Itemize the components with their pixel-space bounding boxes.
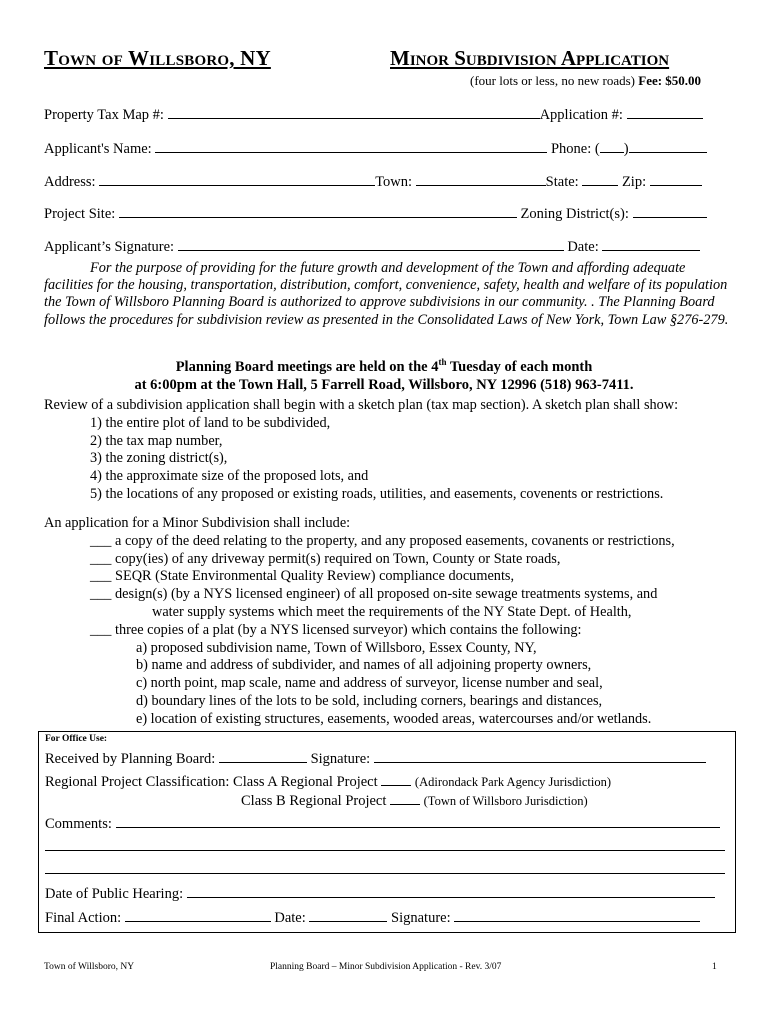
applicant-name-field[interactable] <box>155 138 547 153</box>
comments-line-2[interactable] <box>45 850 725 851</box>
applicant-name-label: Applicant's Name: <box>44 141 152 157</box>
checklist-item[interactable]: ___ three copies of a plat (by a NYS licensed surveyor) which contains the following: <box>90 621 582 638</box>
comments-row <box>45 813 720 833</box>
meeting-line-1-a: Planning Board meetings are held on the 4 <box>175 358 439 375</box>
checklist-item[interactable]: ___ SEQR (State Environmental Quality Review) compliance documents, <box>90 568 515 585</box>
project-site-row <box>44 203 707 223</box>
zoning-label: Zoning District(s): <box>520 206 629 222</box>
hearing-row <box>45 883 715 903</box>
plat-item: e) location of existing structures, easements, wooded areas, watercourses and/or wetlands. <box>136 710 652 727</box>
meeting-line-1-sup: th <box>438 357 447 367</box>
state-field[interactable] <box>582 171 618 186</box>
fee-text: Fee: $50.00 <box>638 73 702 88</box>
comments-field[interactable] <box>116 813 720 828</box>
checklist-item-continued: water supply systems which meet the requirements of the NY State Dept. of Health, <box>152 603 632 620</box>
meeting-line-1 <box>44 353 724 376</box>
sketch-item: 1) the entire plot of land to be subdivided, <box>90 414 331 431</box>
received-row <box>45 748 706 768</box>
final-date-label: Date: <box>274 910 306 926</box>
checklist-item[interactable]: ___ a copy of the deed relating to the property, and any proposed easements, covanents or restrictions, <box>90 532 675 549</box>
town-label: Town: <box>375 174 413 190</box>
date-field[interactable] <box>602 236 700 251</box>
project-site-field[interactable] <box>119 203 517 218</box>
received-signature-label: Signature: <box>310 751 371 767</box>
intro-paragraph <box>44 260 734 329</box>
plat-item: c) north point, map scale, name and address of surveyor, license number and seal, <box>136 675 603 692</box>
tax-map-label: Property Tax Map #: <box>44 107 164 123</box>
footer-center: Planning Board – Minor Subdivision Application - Rev. 3/07 <box>270 962 502 972</box>
phone-label: Phone: ( <box>550 141 600 157</box>
application-section <box>44 515 675 729</box>
class-a-row <box>45 771 611 791</box>
class-b-label: Class B Regional Project <box>241 793 387 809</box>
application-field[interactable] <box>627 104 703 119</box>
project-site-label: Project Site: <box>44 206 116 222</box>
office-use-box <box>38 731 736 933</box>
checklist-item[interactable]: ___ design(s) (by a NYS licensed engineer) of all proposed on-site sewage treatments systems, and <box>90 586 658 603</box>
address-field[interactable] <box>99 171 375 186</box>
form-title: Minor Subdivision Application <box>390 46 670 70</box>
regional-label: Regional Project Classification: Class A Regional Project <box>45 774 378 790</box>
sketch-intro: Review of a subdivision application shall begin with a sketch plan (tax map section). A sketch plan shall show: <box>44 397 679 413</box>
received-label: Received by Planning Board: <box>45 751 216 767</box>
comments-line-3[interactable] <box>45 873 725 874</box>
footer-left: Town of Willsboro, NY <box>44 962 135 972</box>
plat-item: a) proposed subdivision name, Town of Willsboro, Essex County, NY, <box>136 639 537 656</box>
office-use-label: For Office Use: <box>45 734 108 744</box>
sketch-item: 2) the tax map number, <box>90 432 223 449</box>
final-action-row <box>45 907 700 927</box>
plat-item: b) name and address of subdivider, and names of all adjoining property owners, <box>136 657 592 674</box>
page-number: 1 <box>712 962 717 972</box>
application-intro: An application for a Minor Subdivision shall include: <box>44 515 351 531</box>
address-label: Address: <box>44 174 96 190</box>
final-action-field[interactable] <box>125 907 271 922</box>
final-signature-field[interactable] <box>454 907 700 922</box>
final-action-label: Final Action: <box>45 910 122 926</box>
tax-map-field[interactable] <box>168 104 540 119</box>
phone-close: ) <box>623 141 629 157</box>
meeting-line-1-b: Tuesday of each month <box>446 358 593 375</box>
final-signature-label: Signature: <box>391 910 451 926</box>
intro-text: For the purpose of providing for the future growth and development of the Town and affording adequate facilities for the housing, transportation, distribution, comfort, convenience, safety, health and welfare of its population the Town of Willsboro Planning Board is authorized to approve subdivisions in our community. . The Planning Board follows the procedures for subdivision review as presented in the Consolidated Laws of New York, Town Law §276-279. <box>44 260 729 328</box>
class-b-note: (Town of Willsboro Jurisdiction) <box>423 794 588 808</box>
signature-field[interactable] <box>178 236 564 251</box>
checklist-item[interactable]: ___ copy(ies) of any driveway permit(s) required on Town, County or State roads, <box>90 550 561 567</box>
class-b-field[interactable] <box>390 790 420 805</box>
subtitle-text: (four lots or less, no new roads) <box>470 73 635 88</box>
received-signature-field[interactable] <box>374 748 706 763</box>
sketch-plan-section <box>44 397 678 504</box>
town-heading: Town of Willsboro, NY <box>44 46 271 70</box>
meeting-info <box>44 353 724 394</box>
sketch-item: 3) the zoning district(s), <box>90 450 228 467</box>
phone-area-field[interactable] <box>600 138 624 153</box>
sketch-item: 4) the approximate size of the proposed lots, and <box>90 468 369 485</box>
meeting-line-2: at 6:00pm at the Town Hall, 5 Farrell Road, Willsboro, NY 12996 (518) 963-7411. <box>134 376 634 393</box>
phone-field[interactable] <box>629 138 707 153</box>
zip-field[interactable] <box>650 171 702 186</box>
class-a-field[interactable] <box>381 771 411 786</box>
applicant-row <box>44 138 707 158</box>
tax-map-row <box>44 104 703 124</box>
class-a-note: (Adirondack Park Agency Jurisdiction) <box>414 775 612 789</box>
zip-label: Zip: <box>621 174 647 190</box>
application-label: Application #: <box>539 107 623 123</box>
zoning-field[interactable] <box>633 203 707 218</box>
final-date-field[interactable] <box>309 907 387 922</box>
hearing-label: Date of Public Hearing: <box>45 886 184 902</box>
date-label: Date: <box>567 239 599 255</box>
received-field[interactable] <box>219 748 307 763</box>
form-subtitle <box>470 73 701 89</box>
signature-row <box>44 236 700 256</box>
class-b-row <box>241 790 588 810</box>
sketch-item: 5) the locations of any proposed or existing roads, utilities, and easements, covenents or restrictions. <box>90 485 664 502</box>
comments-label: Comments: <box>45 816 112 832</box>
town-field[interactable] <box>416 171 546 186</box>
plat-item: d) boundary lines of the lots to be sold, including corners, bearings and distances, <box>136 692 603 709</box>
state-label: State: <box>545 174 579 190</box>
hearing-field[interactable] <box>187 883 715 898</box>
signature-label: Applicant’s Signature: <box>44 239 175 255</box>
address-row <box>44 171 702 191</box>
